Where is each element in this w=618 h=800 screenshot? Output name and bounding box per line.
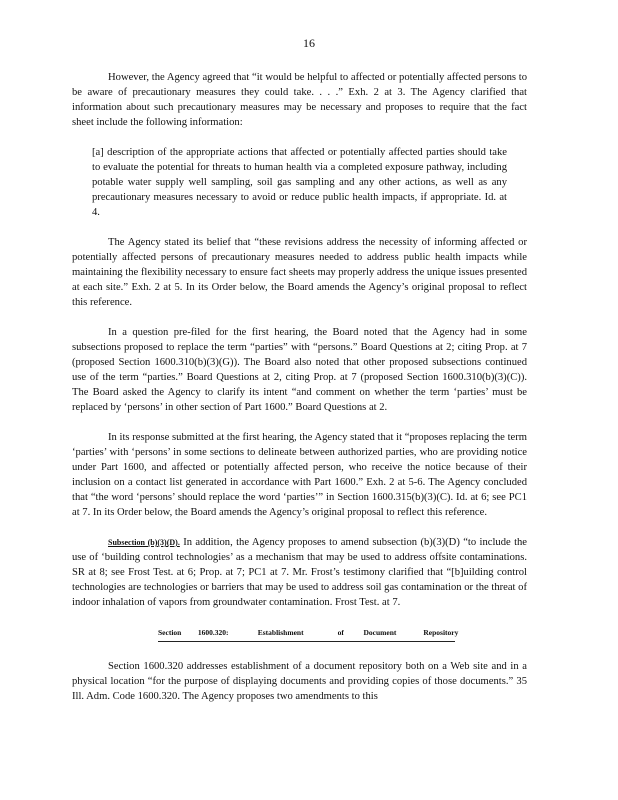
section-heading-1600-320 bbox=[158, 625, 459, 642]
paragraph-board-question: In a question pre-filed for the first hearing, the Board noted that the Agency had in some subsections proposed to replace the term “parties” with “persons.” Board Questions at 2; citing Prop. at 7 (proposed Section 1600.310(b)(3)(G)). The Board also noted that other proposed subsections continued use of the term “parties.” Board Questions at 2, citing Prop. at 7 (proposed Section 1600.310(b)(3)(C)). The Board asked the Agency to clarify its intent “and comment on whether the term ‘parties’ must be replaced by ‘persons’ in other section of Part 1600.” Board Questions at 2. bbox=[72, 327, 527, 413]
paragraph-subsection-b3d bbox=[72, 535, 527, 610]
subsection-heading: Subsection (b)(3)(D). bbox=[108, 538, 180, 547]
section-heading-section: Section bbox=[158, 628, 182, 637]
block-quote-fact-sheet: [a] description of the appropriate actions that affected or potentially affected parties should take to evaluate the potential for threats to human health via a completed exposure pathway, including potable water supply well sampling, soil gas sampling and any other actions, as well as any precautionary measures necessary to avoid or reduce public health impacts, if appropriate. Id. at 4. bbox=[92, 147, 507, 218]
page-number: 16 bbox=[303, 36, 315, 50]
document-body bbox=[72, 70, 527, 719]
section-heading-word-3: Document bbox=[363, 628, 397, 637]
paragraph-section-1600-320: Section 1600.320 addresses establishment of a document repository both on a Web site and in a physical location “for the purpose of displaying documents and providing copies of those documents.” 35 Ill. Adm. Code 1600.320. The Agency proposes two amendments to this bbox=[72, 661, 527, 702]
section-heading-word-2: of bbox=[337, 628, 344, 637]
section-heading-number: 1600.320: bbox=[197, 628, 229, 637]
paragraph-agency-belief: The Agency stated its belief that “these revisions address the necessity of informing affected or potentially affected persons of precautionary measures needed to address public health impacts while maintaining the flexibility necessary to ensure fact sheets may properly address the unique issues presented at each site.” Exh. 2 at 5. In its Order below, the Board amends the Agency’s original proposal to reflect this reference. bbox=[72, 237, 527, 308]
subsection-body: In addition, the Agency proposes to amend subsection (b)(3)(D) “to include the use of ‘building control technologies’ as a mechanism that may be used to address offsite contaminations. SR at 8; see Frost Test. at 6; Prop. at 7; PC1 at 7. Mr. Frost’s testimony clarified that “[b]uilding control technologies are technologies or barriers that may be used to address soil gas contamination or the threat of indoor inhalation of vapors from groundwater contamination. Frost Test. at 7. bbox=[72, 537, 528, 608]
paragraph-precautionary-measures: However, the Agency agreed that “it would be helpful to affected or potentially affected persons to be aware of precautionary measures they could take. . . .” Exh. 2 at 3. The Agency clarified that information about such precautionary measures may be necessary and proposes to require that the fact sheet include the following information: bbox=[72, 72, 527, 128]
paragraph-agency-response: In its response submitted at the first hearing, the Agency stated that it “proposes replacing the term ‘parties’ with ‘persons’ in some sections to delineate between authorized parties, who are providing notice under Part 1600, and affected or potentially affected person, who receive the notice because of their inclusion on a contact list generated in accordance with Part 1600.” Exh. 2 at 5-6. The Agency concluded that “the word ‘persons’ should replace the word ‘parties’” in Section 1600.315(b)(3)(C). Id. at 6; see PC1 at 7. In its Order below, the Board amends the Agency’s original proposal to reflect this reference. bbox=[72, 432, 527, 518]
section-heading-word-4: Repository bbox=[423, 628, 459, 637]
section-heading-word-1: Establishment bbox=[257, 628, 304, 637]
